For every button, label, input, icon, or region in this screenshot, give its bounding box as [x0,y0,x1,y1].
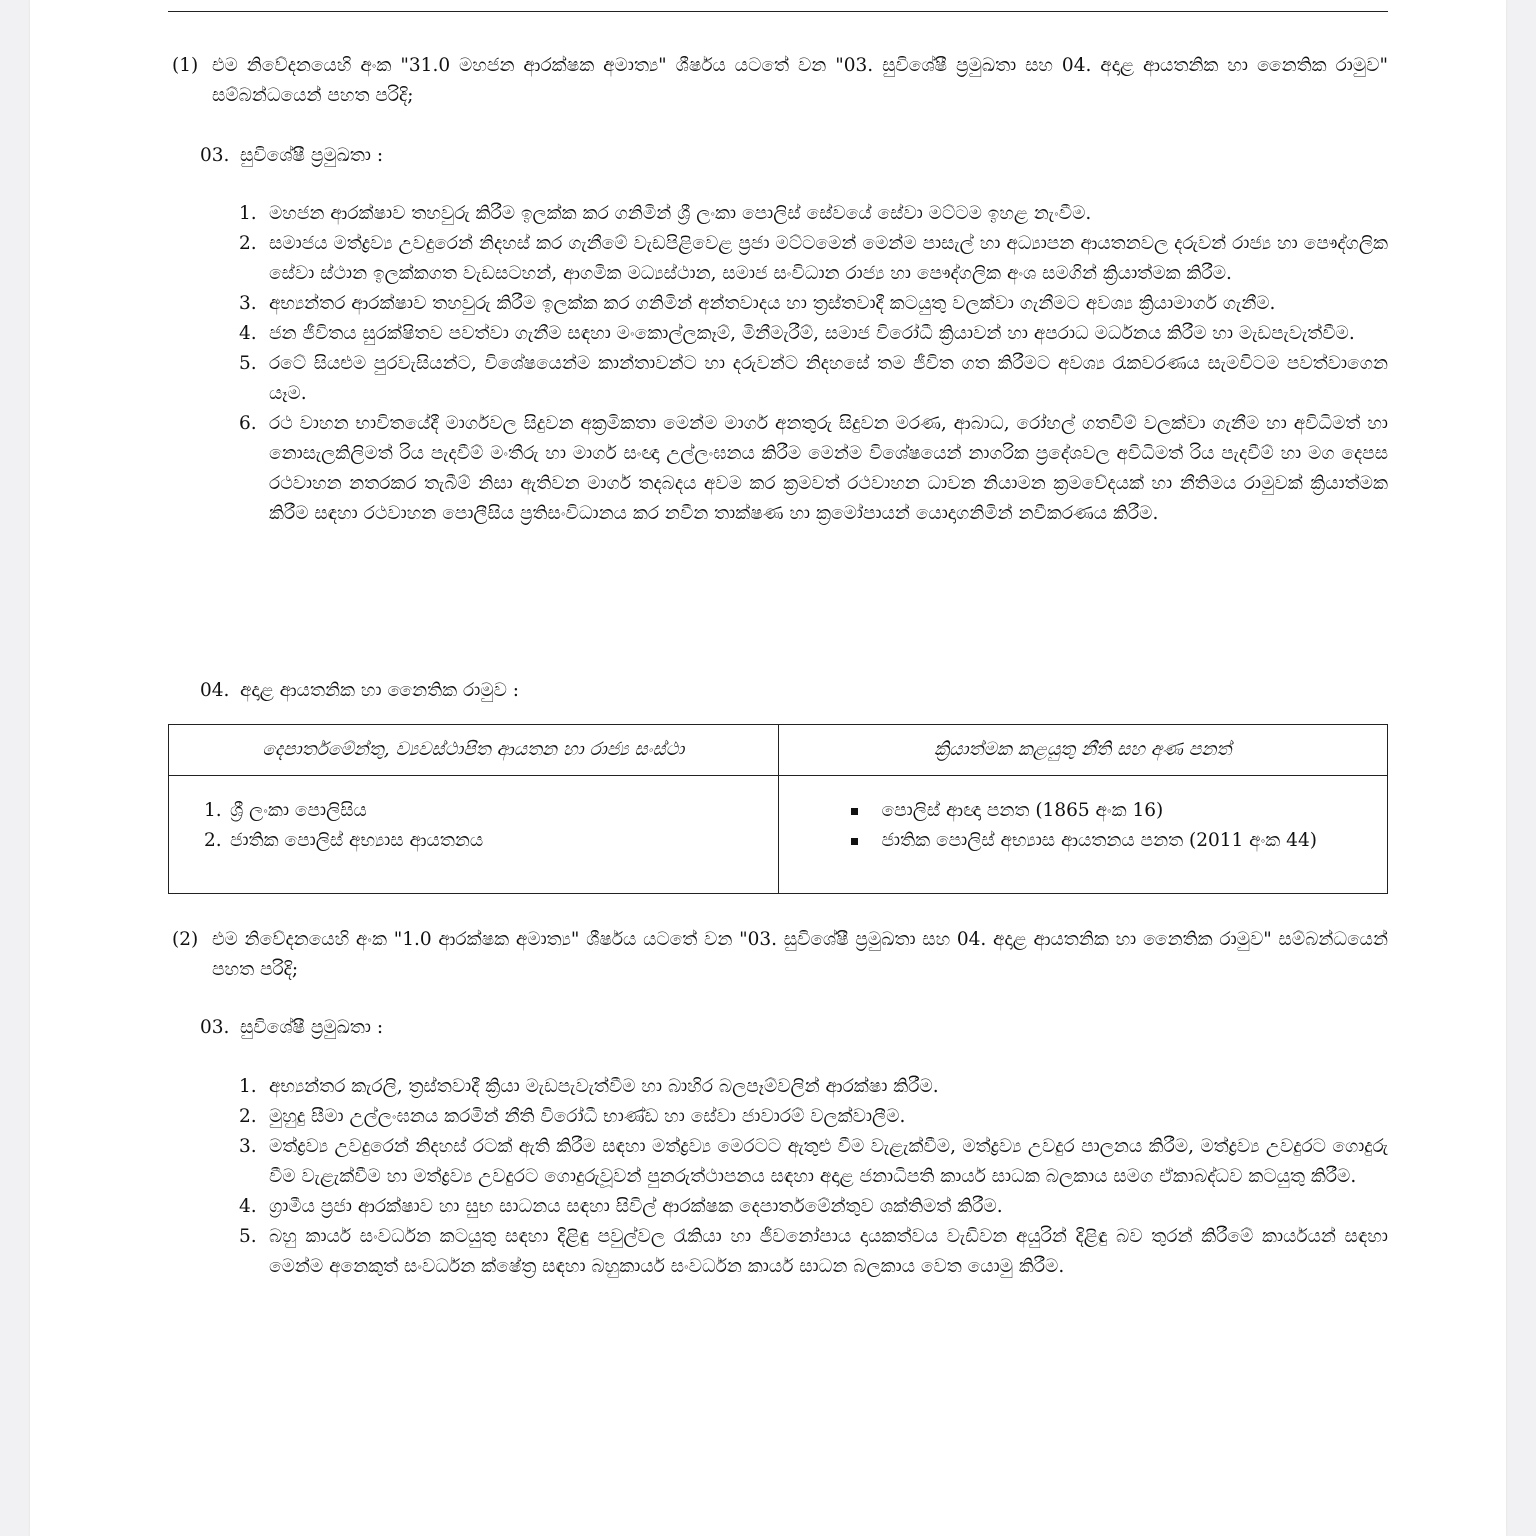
list-item [239,1222,1388,1282]
item-text: ජාතික පොලිස් අභ්‍යාස ආයතනය පනත (2011 අංක 44) [881,830,1317,851]
list-item [239,349,1388,409]
section2-number: (2) [172,929,199,950]
item-number: 6. [239,413,257,434]
item-number: 1. [239,203,257,224]
square-bullet-icon [851,838,858,845]
item-text: ශ්‍රී ලංකා පොලිසිය [230,800,367,821]
heading-number: 03. [200,145,230,166]
list-item [239,199,1388,229]
top-rule [168,11,1388,12]
section2-intro-text: එම නිවේදනයෙහි අංක "1.0 ආරක්ෂක අමාත්‍ය" ශීර්ෂය යටතේ වන "03. සුවිශේෂී ප්‍රමුඛතා සහ 04. අදාළ ආයතනික හා නෛතික රාමුව" සම්බන්ධයෙන් පහත පරිදි; [212,929,1388,980]
item-number: 3. [239,293,257,314]
item-number: 1. [204,800,222,821]
list-item [239,1072,1388,1102]
item-number: 5. [239,353,257,374]
list-item [239,1132,1388,1192]
item-number: 5. [239,1226,257,1247]
section1-intro-text: එම නිවේදනයෙහි අංක "31.0 මහජන ආරක්ෂක අමාත්‍ය" ශීර්ෂය යටතේ වන "03. සුවිශේෂී ප්‍රමුඛතා සහ 04. අදාළ ආයතනික හා නෛතික රාමුව" සම්බන්ධයෙන් පහත පරිදි; [212,55,1388,106]
list-item [239,289,1388,319]
item-text: ජාතික පොලිස් අභ්‍යාස ආයතනය [230,830,484,851]
list-item [779,796,1388,826]
item-number: 4. [239,323,257,344]
heading-text: අදාළ ආයතනික හා නෛතික රාමුව : [240,680,520,701]
item-text: මුහුදු සීමා උල්ලංඝනය කරමින් නීති විරෝධී භාණ්ඩ හා සේවා ජාවාරම් වලක්වාලීම. [269,1106,906,1127]
list-item [169,826,778,856]
list-item [239,319,1388,349]
column-header-departments: දෙපාර්තමේන්තු, ව්‍යවස්ථාපිත ආයතන හා රාජ්‍ය සංස්ථා [169,725,779,776]
item-text: ජන ජීවිතය සුරක්ෂිතව පවත්වා ගැනීම සඳහා මංකොල්ලකෑම්, මිනීමැරීම්, සමාජ විරෝධී ක්‍රියාවන් හා අපරාධ මර්ධනය කිරීම හා මැඩපැවැත්වීම. [269,323,1355,344]
section1-intro [172,51,1388,111]
table-row [169,776,1388,894]
item-text: බහු කාර්ය සංවර්ධන කටයුතු සඳහා දිළිඳු පවුල්වල රැකියා හා ජීවනෝපාය දායකත්වය වැඩිවන අයුරින් දිළිඳු බව තුරන් කිරීමේ කාර්යයන් සඳහා මෙන්ම අනෙකුත් සංවර්ධන ක්ෂේත්‍ර සඳහා බහුකාර්ය සංවර්ධන කාර්ය සාධන බලකාය වෙත යොමු කිරීම. [269,1226,1388,1277]
framework-table [168,724,1388,894]
heading-number: 03. [200,1017,230,1038]
item-number: 2. [239,1106,257,1127]
section2-priorities-heading [200,1013,383,1043]
section2-priorities-list [239,1072,1388,1282]
item-text: සමාජය මත්ද්‍රව්‍ය උවදුරෙන් නිදහස් කර ගැනීමේ වැඩපිළිවෙළ ප්‍රජා මට්ටමෙන් මෙන්ම පාසැල් හා අධ්‍යාපන ආයතනවල දරුවන් රාජ්‍ය හා පෞද්ගලික සේවා ස්ථාන ඉලක්කගත වැඩසටහන්, ආගමික මධ්‍යස්ථාන, සමාජ සංවිධාන රාජ්‍ය හා පෞද්ගලික අංශ සමගින් ක්‍රියාත්මක කිරීම. [269,233,1388,284]
column-header-laws: ක්‍රියාත්මක කළයුතු නීති සහ අණ පනත් [778,725,1388,776]
section1-priorities-heading [200,141,383,171]
item-text: රථ වාහන භාවිතයේදී මාර්ගවල සිදුවන අක්‍රමිකතා මෙන්ම මාර්ග අනතුරු සිදුවන මරණ, ආබාධ, රෝහල් ගතවීම් වලක්වා ගැනීම හා අවිධිමත් හා නොසැලකිලිමත් රිය පැදවීම් මංතීරු හා මාර්ග සංඥා උල්ලංඝනය කිරීම මෙන්ම විශේෂයෙන් නාගරික ප්‍රදේශවල අවිධිමත් රිය පැදවීම් හා මග දෙපස රථවාහන නතරකර තැබීම් නිසා ඇතිවන මාර්ග තදබදය අවම කර ක්‍රමවත් රථවාහන ධාවන නියාමන ක්‍රමවේදයක් හා නීතිමය රාමුවක් ක්‍රියාත්මක කිරීම සඳහා රථවාහන පොලීසිය ප්‍රතිසංවිධානය කර නවීන තාක්ෂණ හා ක්‍රමෝපායන් යොදාගනිමින් නවීකරණය කිරීම. [269,413,1388,524]
list-item [169,796,778,826]
item-text: මහජන ආරක්ෂාව තහවුරු කිරීම ඉලක්ක කර ගනිමින් ශ්‍රී ලංකා පොලිස් සේවයේ සේවා මට්ටම ඉහළ නැංවීම. [269,203,1092,224]
table-header-row [169,725,1388,776]
item-text: ග්‍රාමීය ප්‍රජා ආරක්ෂාව හා සුභ සාධනය සඳහා සිවිල් ආරක්ෂක දෙපාර්තමේන්තුව ශක්තිමත් කිරීම. [269,1196,1003,1217]
departments-cell [169,776,779,894]
square-bullet-icon [851,808,858,815]
section2-intro [172,925,1388,985]
item-number: 2. [239,233,257,254]
document-page [30,0,1506,1536]
laws-cell [778,776,1388,894]
item-number: 1. [239,1076,257,1097]
item-number: 4. [239,1196,257,1217]
list-item [239,409,1388,529]
list-item [239,1102,1388,1132]
item-text: පොලිස් ආඥා පනත (1865 අංක 16) [881,800,1164,821]
heading-text: සුවිශේෂී ප්‍රමුඛතා : [240,1017,384,1038]
item-text: රටේ සියළුම පුරවැසියන්ට, විශේෂයෙන්ම කාන්තාවන්ට හා දරුවන්ට නිදහසේ තම ජීවිත ගත කිරීමට අවශ්‍ය රැකවරණය සැමවිටම පවත්වාගෙන යෑම. [269,353,1388,404]
heading-text: සුවිශේෂී ප්‍රමුඛතා : [240,145,384,166]
section1-framework-heading [200,676,519,706]
item-text: අභ්‍යන්තර කැරලි, ත්‍රස්තවාදී ක්‍රියා මැඩපැවැත්වීම හා බාහිර බලපෑම්වලින් ආරක්ෂා කිරීම. [269,1076,939,1097]
item-text: අභ්‍යන්තර ආරක්ෂාව තහවුරු කිරීම ඉලක්ක කර ගනිමින් අන්තවාදය හා ත්‍රස්තවාදී කටයුතු වලක්වා ගැනීමට අවශ්‍ය ක්‍රියාමාර්ග ගැනීම. [269,293,1276,314]
list-item [239,1192,1388,1222]
section1-number: (1) [172,55,199,76]
list-item [239,229,1388,289]
item-text: මත්ද්‍රව්‍ය උවදුරෙන් නිදහස් රටක් ඇති කිරීම සඳහා මත්ද්‍රව්‍ය මෙරටට ඇතුළු වීම වැළැක්වීම, මත්ද්‍රව්‍ය උවදුර පාලනය කිරීම, මත්ද්‍රව්‍ය උවදුරට ගොදුරු වීම වැළැක්වීම හා මත්ද්‍රව්‍ය උවදුරට ගොදුරුවූවන් පුනරුත්ථාපනය සඳහා අදාළ ජනාධිපති කාර්ය සාධක බලකාය සමග ඒකාබද්ධව කටයුතු කිරීම. [269,1136,1388,1187]
item-number: 3. [239,1136,257,1157]
item-number: 2. [204,830,222,851]
list-item [779,826,1388,856]
heading-number: 04. [200,680,230,701]
section1-priorities-list [239,199,1388,529]
